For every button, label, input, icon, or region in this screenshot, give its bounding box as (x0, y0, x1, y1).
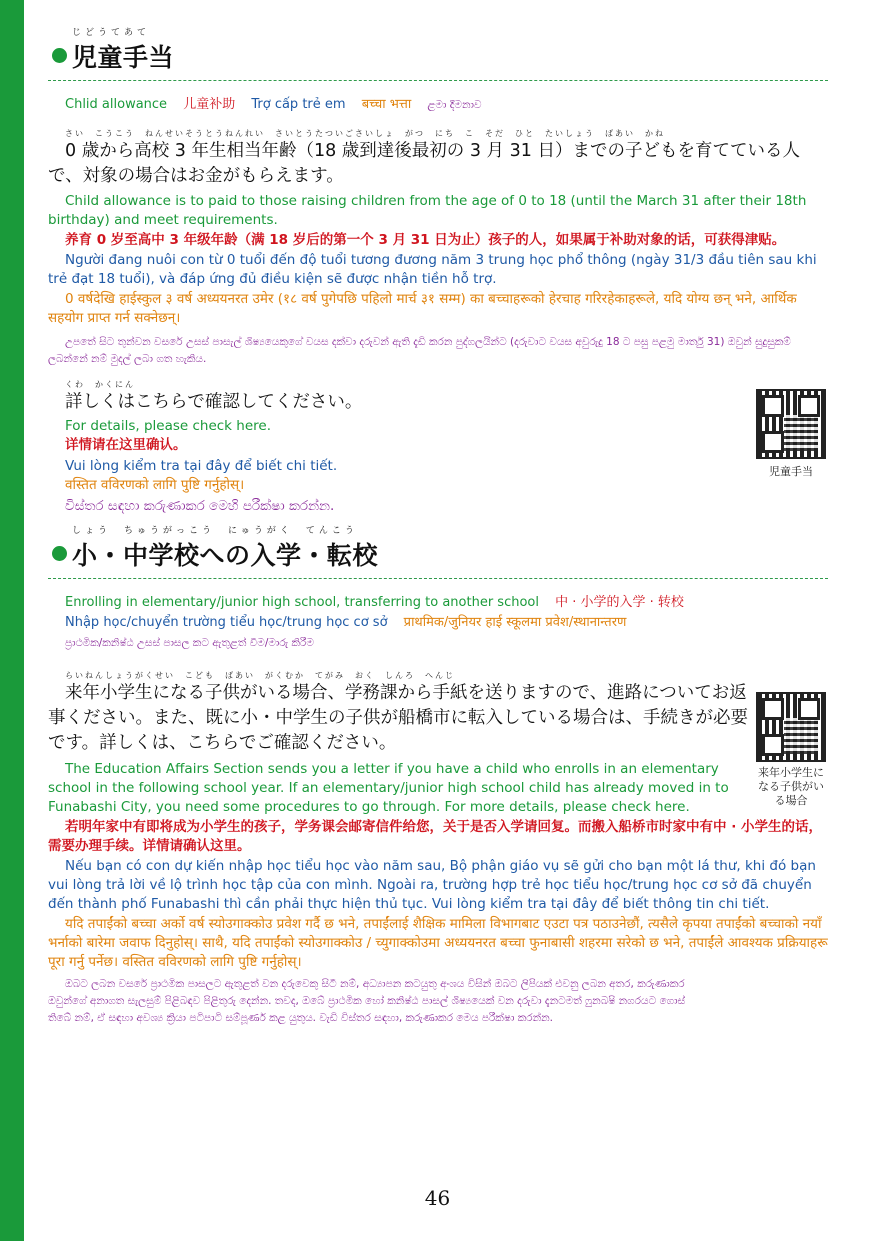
title-ruby: しょう ちゅうがっこう にゅうがく てんこう (72, 526, 358, 536)
en-paragraph: The Education Affairs Section sends you a letter if you have a child who enrolls in an elementary school in the following school year. If an elementary/junior high school child has already moved in to Funabashi City, you need some procedures to go through. For more details, please check here. (48, 761, 729, 815)
detail-vi: Vui lòng kiểm tra tại đây để biết chi tiết. (65, 458, 338, 474)
page-number: 46 (424, 1186, 451, 1210)
section-child-allowance (48, 28, 828, 516)
detail-ruby: くわ かくにん (65, 380, 135, 389)
bullet-icon (52, 546, 67, 561)
zh-paragraph: 养育 0 岁至高中 3 年级年龄（满 18 岁后的第一个 3 月 31 日为止）孩子的人，如果属于补助对象的话，可获得津贴。 (65, 232, 786, 248)
label-en: Chlid allowance (65, 97, 168, 112)
label-ne: बच्चा भत्ता (361, 97, 412, 112)
bullet-icon (52, 48, 67, 63)
detail-en: For details, please check here. (65, 418, 272, 434)
qr-label: 児童手当 (769, 465, 813, 478)
section-heading: 児童手当 (72, 43, 175, 72)
label-vi: Trợ cấp trẻ em (251, 97, 346, 112)
jp-paragraph: 0 歳から高校 3 年生相当年齢（18 歳到達後最初の 3 月 31 日）までの子どもを育てている人で、対象の場合はお金がもらえます。 (48, 141, 800, 186)
section-heading: 小・中学校への入学・転校 (72, 541, 379, 570)
qr-school-enrollment[interactable] (754, 692, 828, 808)
qr-child-allowance[interactable] (754, 389, 828, 479)
section-school-enrollment (48, 526, 828, 1027)
jp-ruby: らいねんしょうがくせい こども ばあい がくむか てがみ おく しんろ へんじ (65, 671, 455, 680)
qr-code-icon[interactable] (756, 692, 826, 762)
label-zh: 儿童补助 (183, 97, 236, 112)
si-paragraph: ඔබට ලබන වසරේ ප්‍රාථමික පාසලට ඇතුළත් වන දරුවෙකු සිටී නම්, අධ්‍යාපන කටයුතු අංශය විසින් ඔබට ලිපියක් එවනු ලබන අතර, කරුණාකර ඔවුන්ගේ අනාගත සැලසුම් පිළිබඳව පිළිතුරු දෙන්න. තවද, ඔබේ ප්‍රාථමික හෝ කනිෂ්ඨ පාසල් ශිෂ්‍යයෙක් වන දරුවා දැනටමත් ෆුනබෂි නගරයට ගොස් තිබේ නම්, ඒ සඳහා අවශ්‍ය ක්‍රියා පටිපාටි සම්පූර්ණ කළ යුතුය. වැඩි විස්තර සඳහා, කරුණාකර මෙය පරීක්ෂා කරන්න. (48, 978, 686, 1024)
qr-code-icon[interactable] (756, 389, 826, 459)
label-en: Enrolling in elementary/junior high school, transferring to another school (65, 595, 539, 610)
ne-paragraph: यदि तपाईंको बच्चा अर्को वर्ष स्योउगाक्कोउ प्रवेश गर्दै छ भने, तपाईंलाई शैक्षिक मामिला विभागबाट एउटा पत्र पठाउनेछौं, त्यसैले कृपया तपाईंको बच्चाको नयाँ भर्नाको बारेमा जवाफ दिनुहोस्। साथै, यदि तपाईंको स्योउगाक्कोउ / च्युगाक्कोउमा अध्ययनरत बच्चा फुनाबासी शहरमा सरेको छ भने, तपाईंले आवश्यक प्रक्रियाहरू पूरा गर्नु पर्नेछ। वस्तित वविरणको लागि पुष्टि गर्नुहोस्। (48, 916, 828, 970)
label-zh: 中 · 小学的入学 · 转校 (555, 595, 684, 610)
section-title (48, 526, 828, 576)
vi-paragraph: Người đang nuôi con từ 0 tuổi đến độ tuổi tương đương năm 3 trung học phổ thông (ngày 31/3 đầu tiên sau khi trẻ đạt 18 tuổi), và đáp ứng đủ điều kiện sẽ được nhận tiền hỗ trợ. (48, 252, 817, 287)
si-paragraph: උපතේ සිට තුන්වන වසරේ උසස් පාසැල් ශිෂ්‍යයෙකුගේ වයස දක්වා දරුවන් ඇති දැඩි කරන පුද්ගලයින්ට (දරුවාට වයස අවුරුදු 18 ට පසු පළමු මාර්තු 31) ඔවුන් සුදුසුකම් ලබන්නේ නම් මුදල් ලබා ගත හැකිය. (48, 336, 791, 365)
divider (48, 578, 828, 579)
jp-paragraph: 来年小学生になる子供がいる場合、学務課から手紙を送りますので、進路についてお返事ください。また、既に小・中学生の子供が船橋市に転入している場合は、手続きが必要です。詳しくは、こちらでご確認ください。 (48, 683, 748, 753)
zh-paragraph: 若明年家中有即将成为小学生的孩子，学务课会邮寄信件给您，关于是否入学请回复。而搬入船桥市时家中有中 · 小学生的话，需要办理手续。详情请确认这里。 (48, 819, 823, 854)
vi-paragraph: Nếu bạn có con dự kiến nhập học tiểu học vào năm sau, Bộ phận giáo vụ sẽ gửi cho bạn một lá thư, khi đó bạn vui lòng trả lời về lộ trình học tập của con mình. Ngoài ra, trường hợp trẻ học tiểu học/trung học cơ sở đã chuyển đến thành phố Funabashi thì cần phải thực hiện thủ tục. Vui lòng kiểm tra tại đây để biết thông tin chi tiết. (48, 858, 816, 912)
label-ne: प्राथमिक/जुनियर हाई स्कूलमा प्रवेश/स्थानान्तरण (403, 615, 627, 630)
title-ruby: じどうてあて (72, 28, 151, 38)
detail-jp: 詳しくはこちらで確認してください。 (65, 392, 363, 412)
label-si: ළමා දීමනාව (427, 99, 482, 111)
language-labels (65, 95, 828, 115)
detail-zh: 详情请在这里确认。 (65, 437, 187, 453)
label-si: ප්‍රාථමික/කනිෂ්ඨ උසස් පාසල කට ඇතුළත් වීම/මාරු කිරීම (65, 637, 314, 649)
section-title (48, 28, 828, 78)
detail-ne: वस्तित वविरणको लागि पुष्टि गर्नुहोस्। (65, 477, 245, 493)
divider (48, 80, 828, 81)
qr-label: 来年小学生になる子供がいる場合 (758, 766, 824, 807)
language-labels (65, 593, 828, 653)
en-paragraph: Child allowance is to paid to those raising children from the age of 0 to 18 (until the March 31 after their 18th birthday) and meet requirements. (48, 193, 807, 228)
label-vi: Nhập học/chuyển trường tiểu học/trung học cơ sở (65, 615, 388, 630)
ne-paragraph: 0 वर्षदेखि हाईस्कुल ३ वर्ष अध्ययनरत उमेर (१८ वर्ष पुगेपछि पहिलो मार्च ३१ सम्म) का बच्चाहरूको हेरचाह गरिरहेकाहरूले, यदि योग्य छन् भने, आर्थिक सहयोग प्राप्त गर्न सक्नेछन्। (48, 291, 797, 326)
jp-ruby: さい こうこう ねんせいそうとうねんれい さいとうたついごさいしょ がつ にち こ そだ ひと たいしょう ばあい かね (65, 129, 665, 138)
detail-si: විස්තර සඳහා කරුණාකර මෙහි පරීක්ෂා කරන්න. (65, 498, 335, 514)
side-color-bar (0, 0, 24, 1241)
